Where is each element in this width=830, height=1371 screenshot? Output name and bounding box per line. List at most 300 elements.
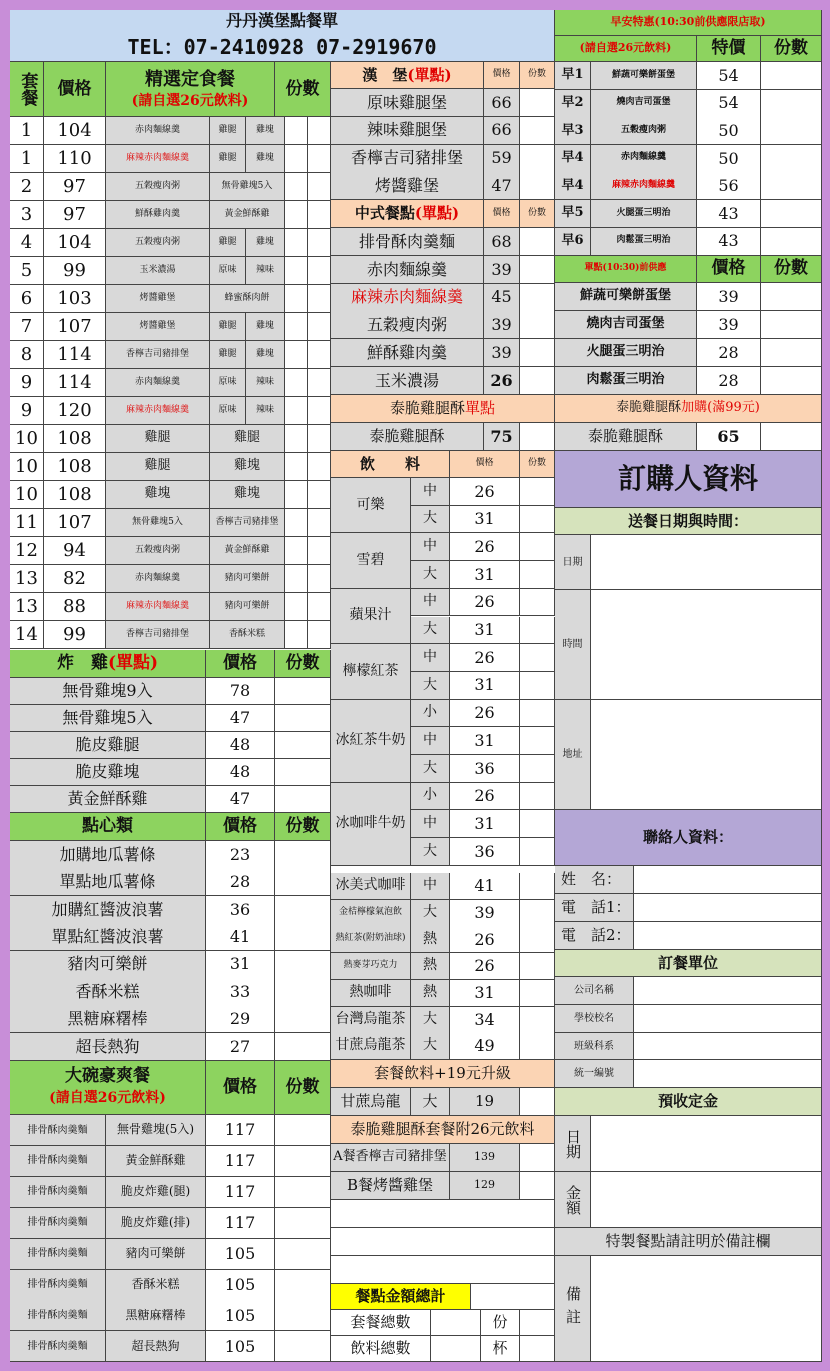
set-col-label: 套餐 (17, 72, 38, 106)
chinese-item: 五穀瘦肉粥 (331, 311, 484, 339)
page-title: 丹丹漢堡點餐單 (225, 11, 338, 31)
morning-single-qty[interactable] (761, 339, 822, 367)
set-qty-b[interactable] (308, 285, 331, 313)
chinese-price-header: 價格 (484, 200, 520, 228)
drink-single-size: 中 (411, 873, 450, 900)
bowl-main: 排骨酥肉羹麵 (10, 1115, 106, 1146)
time-field[interactable] (591, 590, 822, 700)
bowl-qty[interactable] (275, 1331, 331, 1362)
bowl-main: 排骨酥肉羹麵 (10, 1270, 106, 1301)
bowl-side: 黃金鮮酥雞 (106, 1146, 206, 1177)
morning-single-name: 燒肉吉司蛋堡 (555, 311, 697, 339)
chinese-price: 39 (484, 339, 520, 367)
set-number: 1 (10, 117, 44, 145)
drink-single-size: 大 (411, 1033, 450, 1060)
chinese-qty[interactable] (520, 311, 555, 339)
upgrade-price: 19 (450, 1088, 520, 1116)
address-field[interactable] (591, 700, 822, 810)
set-main: 赤肉麵線羹 (106, 565, 210, 593)
set-qty-b[interactable] (308, 229, 331, 257)
set-number: 6 (10, 285, 44, 313)
set-side-alt: 雞塊 (246, 117, 285, 145)
set-side-alt: 雞塊 (246, 145, 285, 173)
morning-qty[interactable] (761, 200, 822, 228)
bowl-side: 脆皮炸雞(腿) (106, 1177, 206, 1208)
morning-qty[interactable] (761, 90, 822, 118)
bowl-header (10, 1060, 206, 1115)
contact-name-field[interactable] (634, 866, 822, 894)
set-side: 雞腿 (210, 341, 246, 369)
set-main: 五穀瘦肉粥 (106, 229, 210, 257)
set-side-alt: 辣味 (246, 369, 285, 397)
fried-price: 48 (206, 732, 275, 759)
drink-size: 中 (411, 727, 450, 755)
tax-id-field[interactable] (634, 1060, 822, 1088)
set-qty-a[interactable] (285, 621, 308, 649)
chinese-price: 45 (484, 284, 520, 312)
total-drink-unit: 杯 (481, 1336, 520, 1362)
set-qty-b[interactable] (308, 537, 331, 565)
morning-name: 肉鬆蛋三明治 (591, 228, 697, 256)
drink-qty[interactable] (520, 727, 555, 755)
drink-single-name: 金桔檸檬氣泡飲 (331, 900, 411, 927)
class-field[interactable] (634, 1033, 822, 1060)
chinese-price: 26 (484, 367, 520, 395)
bowl-qty-header: 份數 (275, 1060, 331, 1115)
bowl-qty[interactable] (275, 1239, 331, 1270)
drink-qty[interactable] (520, 810, 555, 838)
combo-b-price: 129 (450, 1172, 520, 1200)
burger-price: 59 (484, 145, 520, 173)
drink-qty[interactable] (520, 617, 555, 645)
set-qty-b[interactable] (308, 453, 331, 481)
snack-price: 36 (206, 896, 275, 924)
set-qty-b[interactable] (308, 201, 331, 229)
set-number: 14 (10, 621, 44, 649)
bowl-qty[interactable] (275, 1146, 331, 1177)
bowl-side: 香酥米糕 (106, 1270, 206, 1301)
chinese-qty[interactable] (520, 228, 555, 256)
bowl-qty[interactable] (275, 1300, 331, 1331)
bowl-qty[interactable] (275, 1177, 331, 1208)
drink-single-qty[interactable] (520, 980, 555, 1007)
set-qty-a[interactable] (285, 173, 308, 201)
set-number: 11 (10, 509, 44, 537)
set-number: 13 (10, 565, 44, 593)
drink-size: 大 (411, 561, 450, 589)
contact-phone2-field[interactable] (634, 922, 822, 950)
chinese-qty[interactable] (520, 284, 555, 312)
set-qty-header: 份數 (275, 62, 331, 117)
drink-price: 31 (450, 561, 520, 589)
fried-qty[interactable] (275, 705, 331, 732)
bowl-main: 排骨酥肉羹麵 (10, 1208, 106, 1239)
snack-qty[interactable] (275, 868, 331, 896)
fried-price-header: 價格 (206, 650, 275, 678)
drink-single-qty[interactable] (520, 1007, 555, 1034)
fried-price: 47 (206, 786, 275, 813)
bowl-side: 脆皮炸雞(排) (106, 1208, 206, 1239)
bowl-qty[interactable] (275, 1208, 331, 1239)
set-main: 赤肉麵線羹 (106, 117, 210, 145)
blank-row-2 (331, 1228, 555, 1256)
snack-price: 23 (206, 841, 275, 869)
morning-single-qty[interactable] (761, 311, 822, 339)
upgrade-title: 套餐飲料+19元升級 (331, 1060, 555, 1088)
set-main: 麻辣赤肉麵線羹 (106, 145, 210, 173)
drink-price: 31 (450, 810, 520, 838)
order-form (10, 10, 822, 1362)
set-side: 原味 (210, 397, 246, 425)
set-side-alt: 辣味 (246, 397, 285, 425)
snack-qty[interactable] (275, 841, 331, 869)
drink-size: 大 (411, 838, 450, 866)
morning-name: 五穀瘦肉粥 (591, 117, 697, 145)
set-price: 110 (44, 145, 106, 173)
contact-phone2-label: 電 話2： (555, 922, 634, 950)
morning-name: 火腿蛋三明治 (591, 200, 697, 228)
burger-qty[interactable] (520, 89, 555, 117)
set-qty-b[interactable] (308, 621, 331, 649)
drink-qty[interactable] (520, 755, 555, 783)
snack-item: 超長熱狗 (10, 1033, 206, 1061)
set-qty-a[interactable] (285, 313, 308, 341)
morning-single-qty[interactable] (761, 367, 822, 395)
fried-price: 48 (206, 759, 275, 786)
delivery-label: 送餐日期與時間： (555, 508, 822, 535)
morning-qty[interactable] (761, 172, 822, 200)
set-qty-a[interactable] (285, 257, 308, 285)
set-price: 104 (44, 117, 106, 145)
drink-name: 雪碧 (331, 533, 411, 588)
set-main: 玉米濃湯 (106, 257, 210, 285)
set-price: 108 (44, 481, 106, 509)
thai-plus-qty[interactable] (761, 423, 822, 451)
set-main: 鮮酥雞肉羹 (106, 201, 210, 229)
drink-qty[interactable] (520, 672, 555, 700)
drink-single-size: 熱 (411, 980, 450, 1007)
set-side: 雞腿 (210, 425, 285, 453)
set-main: 麻辣赤肉麵線羹 (106, 397, 210, 425)
set-price: 114 (44, 341, 106, 369)
set-qty-a[interactable] (285, 509, 308, 537)
morning-qty[interactable] (761, 62, 822, 90)
drink-single-qty[interactable] (520, 1033, 555, 1060)
drink-qty[interactable] (520, 838, 555, 866)
company-label: 公司名稱 (555, 977, 634, 1005)
morning-single-price: 39 (697, 311, 761, 339)
snack-item: 加購地瓜薯條 (10, 841, 206, 869)
drink-qty[interactable] (520, 506, 555, 534)
chinese-item: 麻辣赤肉麵線羹 (331, 284, 484, 312)
drink-single-name: 甘蔗烏龍茶 (331, 1033, 411, 1060)
morning-single-price-header: 價格 (697, 255, 761, 283)
bowl-price: 105 (206, 1270, 275, 1301)
remarks-label (555, 1256, 591, 1362)
set-qty-a[interactable] (285, 593, 308, 621)
drink-single-qty[interactable] (520, 873, 555, 900)
snack-qty[interactable] (275, 1005, 331, 1033)
morning-qty[interactable] (761, 145, 822, 173)
bowl-main: 排骨酥肉羹麵 (10, 1331, 106, 1362)
drink-name: 冰咖啡牛奶 (331, 783, 411, 866)
set-qty-b[interactable] (308, 369, 331, 397)
contact-phone1-label: 電 話1： (555, 894, 634, 922)
snack-qty[interactable] (275, 896, 331, 924)
set-qty-b[interactable] (308, 481, 331, 509)
morning-price: 43 (697, 228, 761, 256)
drink-single-size: 大 (411, 900, 450, 927)
bowl-qty[interactable] (275, 1115, 331, 1146)
remarks-field[interactable] (591, 1256, 822, 1362)
set-number: 3 (10, 201, 44, 229)
bowl-price: 105 (206, 1331, 275, 1362)
set-side: 雞腿 (210, 313, 246, 341)
snack-item: 香酥米糕 (10, 978, 206, 1006)
set-price: 108 (44, 453, 106, 481)
drink-price: 31 (450, 727, 520, 755)
fried-item: 脆皮雞腿 (10, 732, 206, 759)
set-meal-title: 精選定食餐 (145, 68, 235, 90)
set-qty-b[interactable] (308, 593, 331, 621)
amount-label (555, 1172, 591, 1228)
drinks-qty-header: 份數 (520, 451, 555, 478)
combo-a-price: 139 (450, 1144, 520, 1172)
total-drink-label: 飲料總數 (331, 1336, 431, 1362)
set-qty-b[interactable] (308, 425, 331, 453)
drink-price: 26 (450, 700, 520, 728)
burgers-header (331, 62, 484, 89)
set-qty-b[interactable] (308, 173, 331, 201)
set-qty-a[interactable] (285, 369, 308, 397)
upgrade-qty[interactable] (520, 1088, 555, 1116)
bowl-qty[interactable] (275, 1270, 331, 1301)
morning-single-price: 39 (697, 283, 761, 311)
morning-price: 54 (697, 90, 761, 118)
chinese-price: 39 (484, 311, 520, 339)
set-qty-b[interactable] (308, 341, 331, 369)
burger-item: 原味雞腿堡 (331, 89, 484, 117)
set-side: 黃金鮮酥雞 (210, 537, 285, 565)
fried-qty[interactable] (275, 678, 331, 705)
set-main: 烤醬雞堡 (106, 313, 210, 341)
pay-date-field[interactable] (591, 1116, 822, 1172)
chinese-qty[interactable] (520, 339, 555, 367)
morning-qty[interactable] (761, 117, 822, 145)
set-qty-a[interactable] (285, 201, 308, 229)
set-qty-a[interactable] (285, 285, 308, 313)
total-drink-value[interactable] (431, 1336, 481, 1362)
set-side: 黃金鮮酥雞 (210, 201, 285, 229)
set-qty-b[interactable] (308, 257, 331, 285)
drink-single-price: 31 (450, 980, 520, 1007)
morning-code: 早4 (555, 145, 591, 173)
set-price: 107 (44, 509, 106, 537)
unit-label: 訂餐單位 (555, 950, 822, 977)
drinks-price-header: 價格 (450, 451, 520, 478)
total-set-unit: 份 (481, 1310, 520, 1336)
set-main: 雞腿 (106, 453, 210, 481)
set-price: 97 (44, 201, 106, 229)
set-qty-b[interactable] (308, 397, 331, 425)
morning-price: 50 (697, 117, 761, 145)
set-qty-a[interactable] (285, 425, 308, 453)
morning-single-qty[interactable] (761, 283, 822, 311)
set-qty-b[interactable] (308, 117, 331, 145)
bowl-price: 117 (206, 1146, 275, 1177)
snacks-price-header: 價格 (206, 813, 275, 841)
drink-qty[interactable] (520, 783, 555, 811)
burgers-qty-header: 份數 (520, 62, 555, 89)
thai-plus-note: 加購(滿99元) (681, 400, 760, 416)
contact-phone1-field[interactable] (634, 894, 822, 922)
drink-single-price: 26 (450, 926, 520, 953)
chinese-qty[interactable] (520, 256, 555, 284)
thai-qty[interactable] (520, 423, 555, 451)
amount-text: 金額 (564, 1184, 582, 1215)
snack-qty[interactable] (275, 978, 331, 1006)
bowl-main: 排骨酥肉羹麵 (10, 1177, 106, 1208)
burger-qty[interactable] (520, 117, 555, 145)
drink-qty[interactable] (520, 533, 555, 561)
set-qty-b[interactable] (308, 313, 331, 341)
burger-item: 辣味雞腿堡 (331, 117, 484, 145)
burger-qty[interactable] (520, 172, 555, 200)
drink-price: 26 (450, 533, 520, 561)
set-number: 13 (10, 593, 44, 621)
fried-qty[interactable] (275, 786, 331, 813)
set-main: 雞腿 (106, 425, 210, 453)
set-qty-b[interactable] (308, 145, 331, 173)
snack-qty[interactable] (275, 1033, 331, 1061)
drink-single-qty[interactable] (520, 953, 555, 980)
set-qty-a[interactable] (285, 229, 308, 257)
snack-price: 41 (206, 923, 275, 951)
drink-price: 36 (450, 755, 520, 783)
set-main: 赤肉麵線羹 (106, 369, 210, 397)
date-field[interactable] (591, 535, 822, 590)
set-side: 雞腿 (210, 229, 246, 257)
drink-qty[interactable] (520, 700, 555, 728)
drink-qty[interactable] (520, 644, 555, 672)
set-qty-a[interactable] (285, 537, 308, 565)
date-label: 日期 (555, 535, 591, 590)
set-price: 82 (44, 565, 106, 593)
set-side: 雞塊 (210, 453, 285, 481)
morning-qty[interactable] (761, 228, 822, 256)
set-number: 5 (10, 257, 44, 285)
bowl-title: 大碗豪爽餐 (65, 1066, 150, 1087)
chinese-item: 赤肉麵線羹 (331, 256, 484, 284)
burger-price: 66 (484, 89, 520, 117)
set-qty-a[interactable] (285, 117, 308, 145)
burger-qty[interactable] (520, 145, 555, 173)
thai-plus-title: 泰脆雞腿酥 (616, 400, 682, 416)
set-qty-a[interactable] (285, 565, 308, 593)
fried-qty[interactable] (275, 732, 331, 759)
blank-row-3 (331, 1256, 555, 1284)
drink-price: 31 (450, 506, 520, 534)
set-qty-b[interactable] (308, 509, 331, 537)
pay-date-label (555, 1116, 591, 1172)
snack-qty[interactable] (275, 923, 331, 951)
set-price: 114 (44, 369, 106, 397)
set-number: 10 (10, 425, 44, 453)
drink-single-qty[interactable] (520, 900, 555, 927)
set-main: 無骨雞塊5入 (106, 509, 210, 537)
morning-price: 54 (697, 62, 761, 90)
drink-qty[interactable] (520, 561, 555, 589)
set-price: 104 (44, 229, 106, 257)
time-label: 時間 (555, 590, 591, 700)
drink-qty[interactable] (520, 478, 555, 506)
bowl-subtitle: (請自選26元飲料) (49, 1090, 166, 1107)
set-side: 雞腿 (210, 117, 246, 145)
fried-qty[interactable] (275, 759, 331, 786)
chinese-item: 排骨酥肉羹麵 (331, 228, 484, 256)
set-qty-a[interactable] (285, 341, 308, 369)
drink-single-name: 熱紅茶(附奶油球) (331, 926, 411, 953)
chinese-item: 玉米濃湯 (331, 367, 484, 395)
set-main: 麻辣赤肉麵線羹 (106, 593, 210, 621)
morning-code: 早5 (555, 200, 591, 228)
school-field[interactable] (634, 1005, 822, 1033)
set-qty-a[interactable] (285, 397, 308, 425)
fried-title: 炸 雞 (56, 653, 108, 674)
amount-field[interactable] (591, 1172, 822, 1228)
remarks-text: 備註 (564, 1285, 582, 1332)
set-qty-b[interactable] (308, 565, 331, 593)
special-note: 特製餐點請註明於備註欄 (555, 1228, 822, 1256)
set-main: 雞塊 (106, 481, 210, 509)
morning-name: 赤肉麵線羹 (591, 145, 697, 173)
snack-qty[interactable] (275, 951, 331, 979)
burgers-title: 漢 堡 (362, 65, 408, 84)
burger-item: 香檸吉司豬排堡 (331, 145, 484, 173)
bowl-price-header: 價格 (206, 1060, 275, 1115)
set-qty-a[interactable] (285, 481, 308, 509)
thai-plus-price: 65 (697, 423, 761, 451)
combo-a-qty[interactable] (520, 1144, 555, 1172)
drink-size: 中 (411, 478, 450, 506)
company-field[interactable] (634, 977, 822, 1005)
set-number: 10 (10, 481, 44, 509)
morning-name: 麻辣赤肉麵線羹 (591, 172, 697, 200)
thai-title-note: 單點 (465, 399, 496, 418)
snack-item: 單點紅醬波浪薯 (10, 923, 206, 951)
chinese-qty[interactable] (520, 367, 555, 395)
drink-size: 小 (411, 700, 450, 728)
snacks-qty-header: 份數 (275, 813, 331, 841)
set-side-alt: 辣味 (246, 257, 285, 285)
set-main: 香檸吉司豬排堡 (106, 621, 210, 649)
set-side: 雞腿 (210, 145, 246, 173)
set-qty-a[interactable] (285, 145, 308, 173)
total-set-value[interactable] (431, 1310, 481, 1336)
set-main: 五穀瘦肉粥 (106, 537, 210, 565)
morning-single-qty-header: 份數 (761, 255, 822, 283)
set-side-alt: 雞塊 (246, 341, 285, 369)
combo-b-qty[interactable] (520, 1172, 555, 1200)
drink-qty[interactable] (520, 589, 555, 617)
drink-single-price: 49 (450, 1033, 520, 1060)
drink-single-size: 熱 (411, 953, 450, 980)
drink-single-qty[interactable] (520, 926, 555, 953)
bowl-side: 無骨雞塊(5入) (106, 1115, 206, 1146)
bowl-price: 117 (206, 1208, 275, 1239)
upgrade-name: 甘蔗烏龍 (331, 1088, 411, 1116)
set-qty-a[interactable] (285, 453, 308, 481)
